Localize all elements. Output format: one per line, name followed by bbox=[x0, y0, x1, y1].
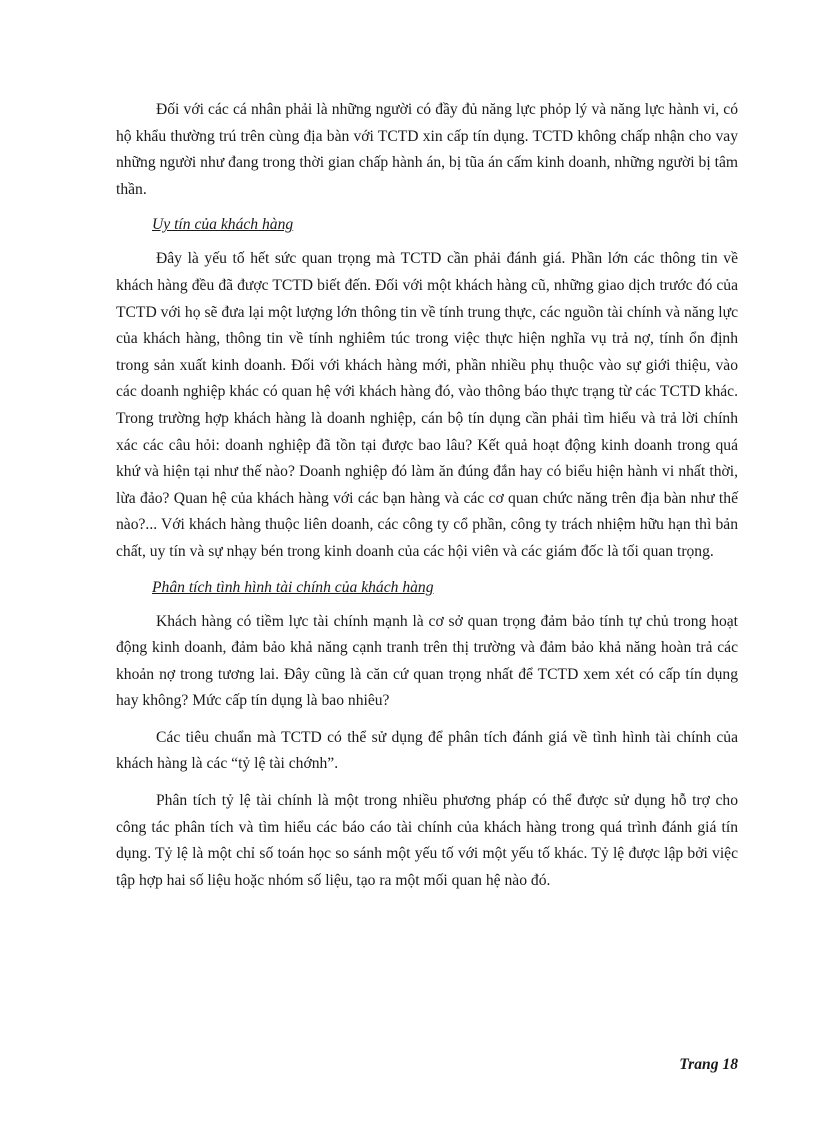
paragraph-gap bbox=[116, 715, 738, 725]
section-heading-financial-analysis: Phân tích tình hình tài chính của khách hàng bbox=[152, 578, 434, 596]
paragraph-gap bbox=[116, 778, 738, 788]
document-body bbox=[116, 97, 738, 894]
paragraph-ratio-analysis: Phân tích tỷ lệ tài chính là một trong nhiều phương pháp có thể được sử dụng hỗ trợ cho công tác phân tích và tìm hiểu các báo cáo tài chính của khách hàng trong quá trình đánh giá tín dụng. Tỷ lệ là một chỉ số toán học so sánh một yếu tố với một yếu tố khác. Tỷ lệ được lập bởi việc tập hợp hai số liệu hoặc nhóm số liệu, tạo ra một mối quan hệ nào đó. bbox=[116, 792, 738, 889]
section-heading-customer-reputation: Uy tín của khách hàng bbox=[152, 216, 294, 234]
paragraph-financial-criteria: Các tiêu chuẩn mà TCTD có thể sử dụng để phân tích đánh giá về tình hình tài chính của khách hàng là các “tỷ lệ tài chớnh”. bbox=[116, 728, 738, 773]
page-number: Trang 18 bbox=[679, 1056, 738, 1073]
paragraph-individual-eligibility: Đối với các cá nhân phải là những người có đầy đủ năng lực phỏp lý và năng lực hành vi, có hộ khẩu thường trú trên cùng địa bàn với TCTD xin cấp tín dụng. TCTD không chấp nhận cho vay những người như đang trong thời gian chấp hành án, bị tũa án cấm kinh doanh, những người bị tâm thần. bbox=[116, 101, 738, 198]
paragraph-customer-reputation: Đây là yếu tố hết sức quan trọng mà TCTD cần phải đánh giá. Phần lớn các thông tin về khách hàng đều đã được TCTD biết đến. Đối với một khách hàng cũ, những giao dịch trước đó của TCTD với họ sẽ đưa lại một lượng lớn thông tin về tính trung thực, các nguồn tài chính và năng lực của khách hàng, thông tin về tính nghiêm túc trong việc thực hiện nghĩa vụ trả nợ, tính ổn định trong sản xuất kinh doanh. Đối với khách hàng mới, phần nhiều phụ thuộc vào sự giới thiệu, vào các doanh nghiệp khác có quan hệ với khách hàng đó, vào thông báo thực trạng từ các TCTD khác. Trong trường hợp khách hàng là doanh nghiệp, cán bộ tín dụng cần phải tìm hiểu và trả lời chính xác các câu hỏi: doanh nghiệp đã tồn tại được bao lâu? Kết quả hoạt động kinh doanh trong quá khứ và hiện tại như thế nào? Doanh nghiệp đó làm ăn đúng đắn hay có biểu hiện hành vi nhất thời, lừa đảo? Quan hệ của khách hàng với các bạn hàng và các cơ quan chức năng trên địa bàn như thế nào?... Với khách hàng thuộc liên doanh, các công ty cổ phần, công ty trách nhiệm hữu hạn thì bản chất, uy tín và sự nhạy bén trong kinh doanh của các hội viên và các giám đốc là tối quan trọng. bbox=[116, 250, 738, 560]
paragraph-financial-strength: Khách hàng có tiềm lực tài chính mạnh là cơ sở quan trọng đảm bảo tính tự chủ trong hoạt động kinh doanh, đảm bảo khả năng cạnh tranh trên thị trường và đảm bảo khả năng hoàn trả các khoản nợ trong tương lai. Đây cũng là căn cứ quan trọng nhất để TCTD xem xét có cấp tín dụng hay không? Mức cấp tín dụng là bao nhiêu? bbox=[116, 612, 738, 710]
